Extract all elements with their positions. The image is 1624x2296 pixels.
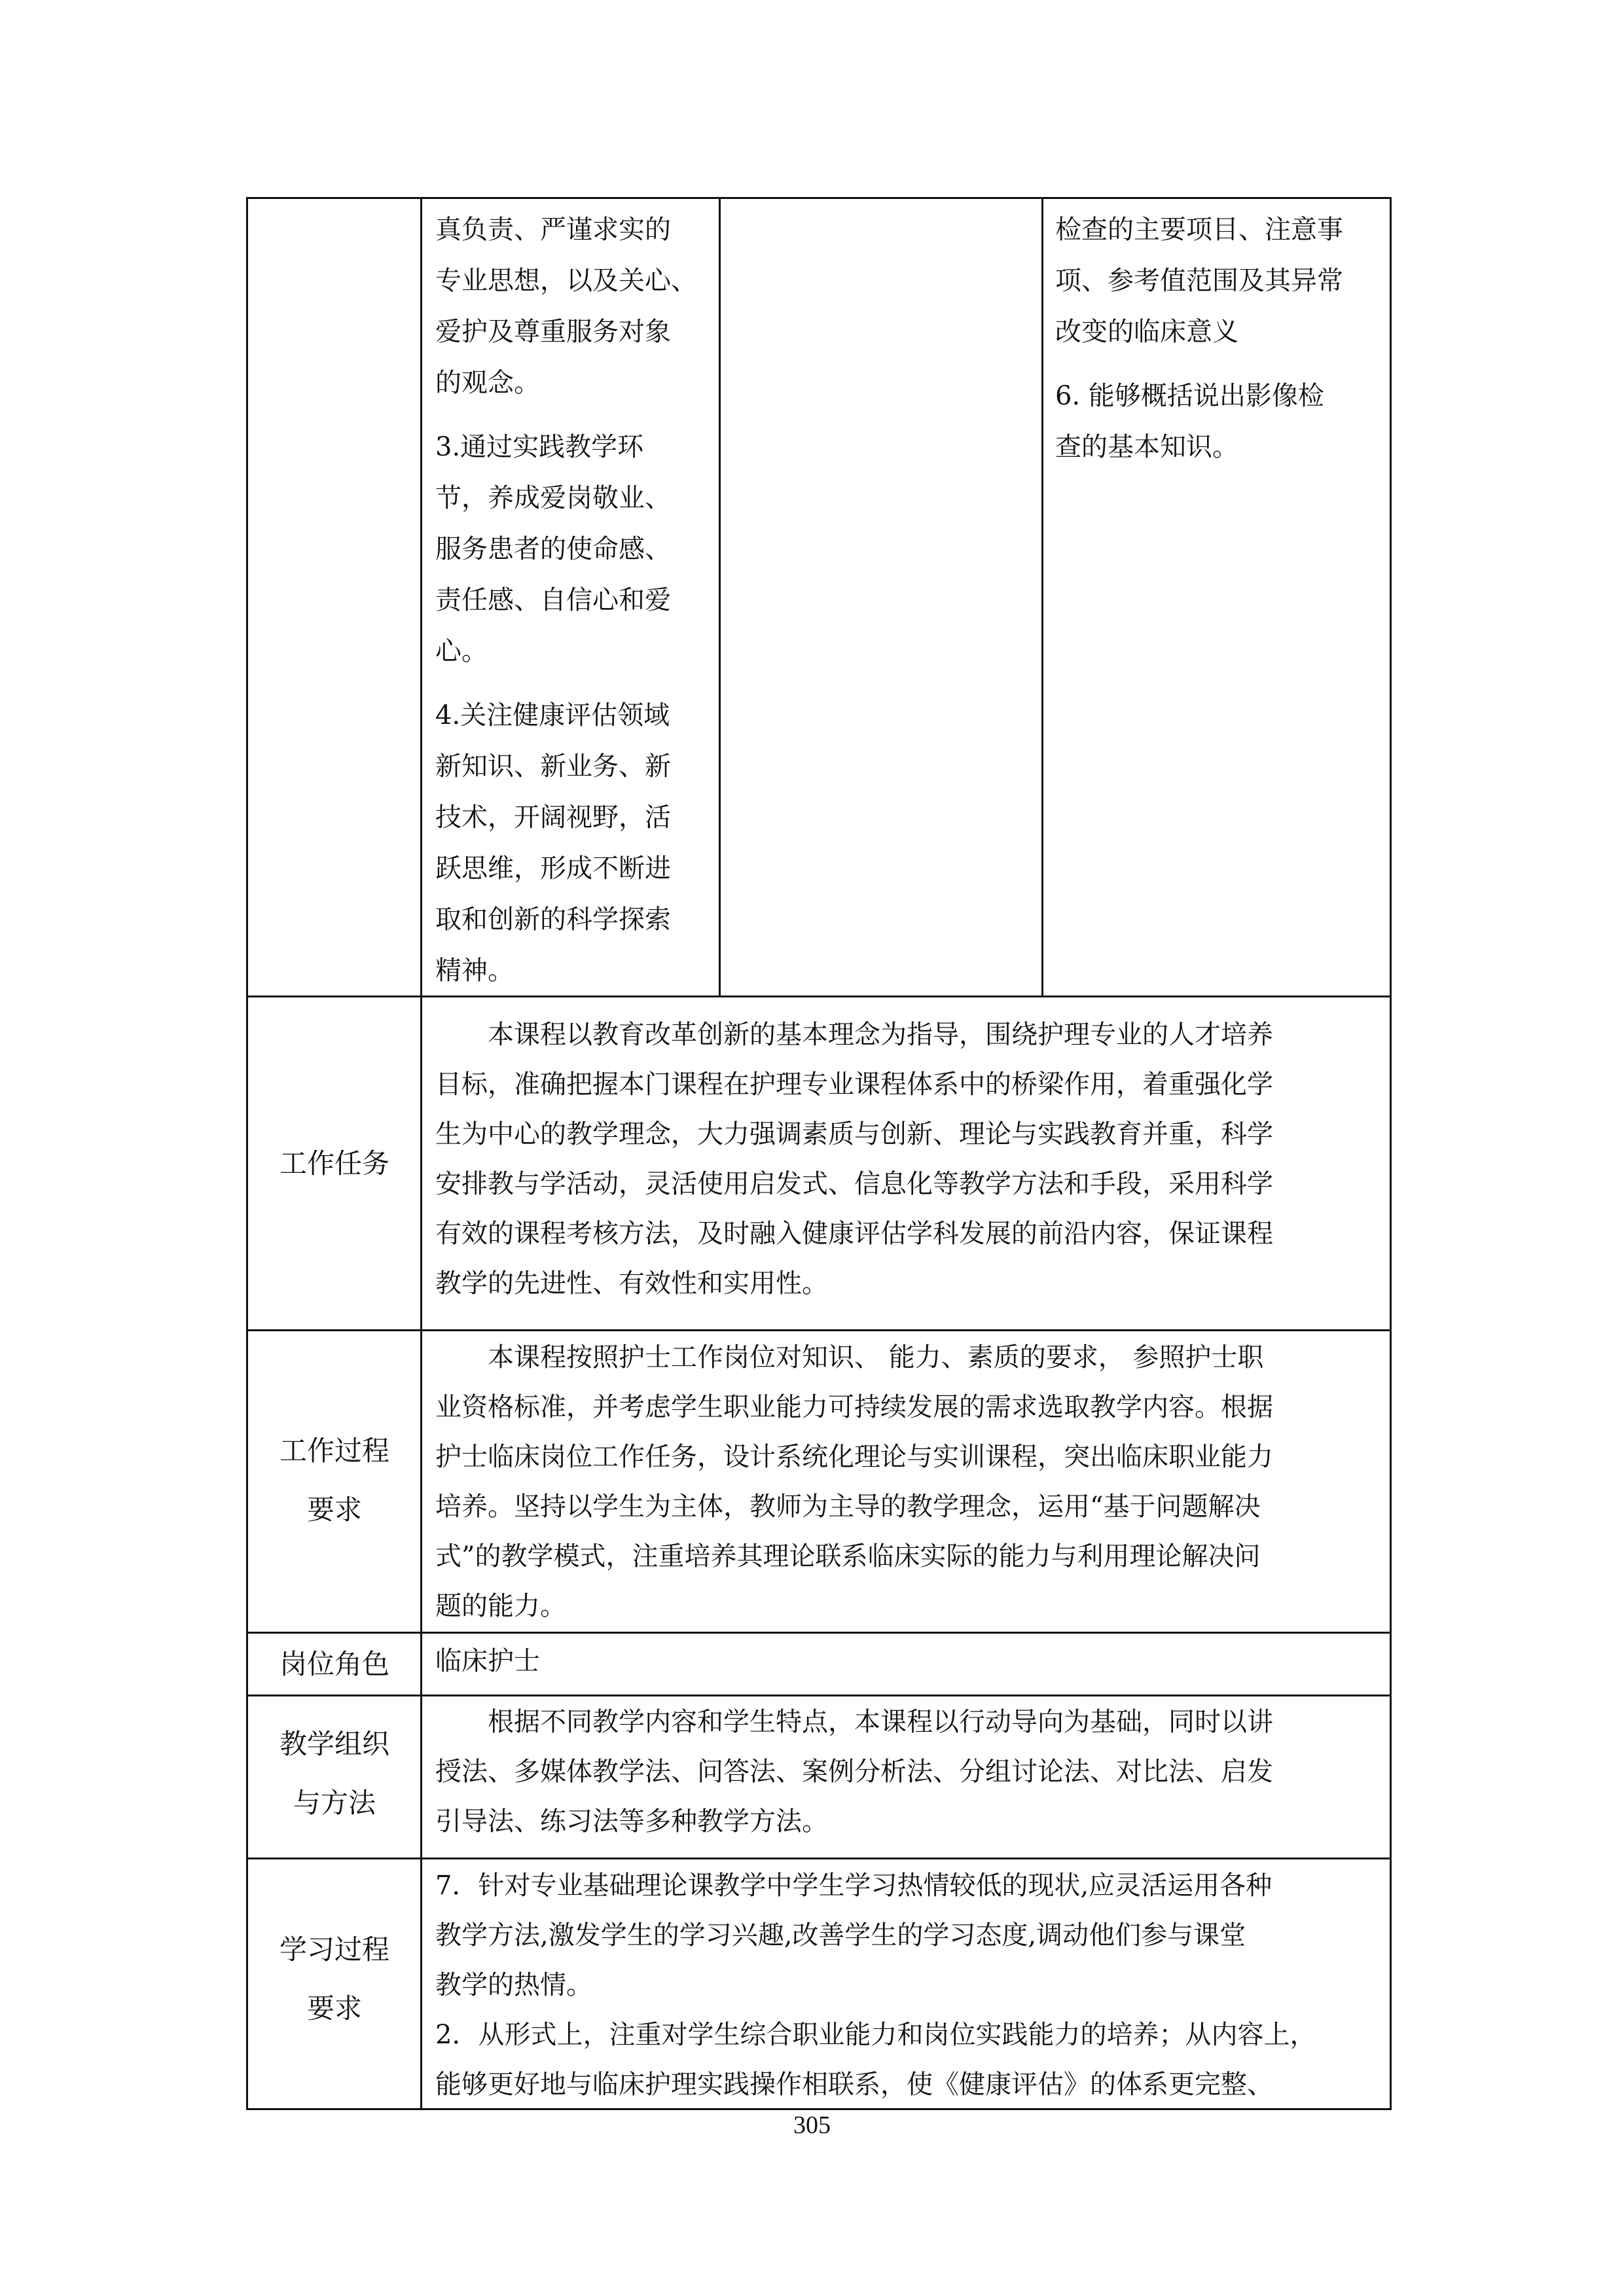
text-line: 7．针对专业基础理论课教学中学生学习热情较低的现状,应灵活运用各种 bbox=[435, 1871, 1272, 1901]
label-line: 工作任务 bbox=[279, 1147, 389, 1179]
text-line: 护士临床岗位工作任务，设计系统化理论与实训课程，突出临床职业能力 bbox=[435, 1442, 1273, 1472]
job-role-content bbox=[435, 1636, 1384, 1686]
work-task-content bbox=[435, 1010, 1384, 1308]
table-border-right bbox=[1390, 197, 1392, 2110]
text-line: 取和创新的科学探索 bbox=[435, 905, 671, 935]
objective-block bbox=[435, 690, 710, 996]
text-line: 责任感、自信心和爱 bbox=[435, 585, 671, 615]
row-divider bbox=[246, 1329, 1392, 1331]
text-line: 专业思想，以及关心、 bbox=[435, 266, 697, 296]
column-divider bbox=[420, 197, 422, 2110]
text-line: 目标，准确把握本门课程在护理专业课程体系中的桥梁作用，着重强化学 bbox=[435, 1069, 1273, 1100]
text-line: 心。 bbox=[435, 636, 488, 666]
text-line: 教学方法,激发学生的学习兴趣,改善学生的学习态度,调动他们参与课堂 bbox=[435, 1920, 1246, 1950]
objective-block bbox=[435, 204, 710, 408]
text-line: 检查的主要项目、注意事 bbox=[1055, 215, 1343, 245]
teaching-methods-content bbox=[435, 1697, 1384, 1846]
text-line: 节，养成爱岗敬业、 bbox=[435, 483, 671, 513]
table-border-left bbox=[246, 197, 248, 2110]
objective-block bbox=[435, 422, 710, 677]
text-line: 6. 能够概括说出影像检 bbox=[1055, 381, 1324, 411]
page-number: 305 bbox=[793, 2111, 831, 2139]
row-divider bbox=[246, 1632, 1392, 1634]
knowledge-objectives-cell bbox=[1055, 204, 1386, 473]
text-line: 服务患者的使命感、 bbox=[435, 534, 671, 564]
text-line: 有效的课程考核方法，及时融入健康评估学科发展的前沿内容，保证课程 bbox=[435, 1219, 1273, 1249]
text-line: 的观念。 bbox=[435, 368, 540, 398]
text-line: 业资格标准，并考虑学生职业能力可持续发展的需求选取教学内容。根据 bbox=[435, 1392, 1273, 1422]
row-label-job-role bbox=[249, 1635, 420, 1694]
text-line: 安排教与学活动，灵活使用启发式、信息化等教学方法和手段，采用科学 bbox=[435, 1169, 1273, 1199]
text-line: 爱护及尊重服务对象 bbox=[435, 317, 671, 347]
text-line: 技术，开阔视野，活 bbox=[435, 802, 671, 833]
label-line: 学习过程 bbox=[279, 1933, 389, 1965]
text-line: 引导法、练习法等多种教学方法。 bbox=[435, 1806, 828, 1837]
text-line: 培养。坚持以学生为主体，教师为主导的教学理念，运用“基于问题解决 bbox=[435, 1492, 1261, 1522]
text-line: 新知识、新业务、新 bbox=[435, 751, 671, 781]
label-line: 与方法 bbox=[293, 1787, 376, 1819]
table-border-top bbox=[246, 197, 1392, 199]
row-divider bbox=[246, 1857, 1392, 1859]
text-line: 能够更好地与临床护理实践操作相联系，使《健康评估》的体系更完整、 bbox=[435, 2070, 1273, 2100]
text-line: 授法、多媒体教学法、问答法、案例分析法、分组讨论法、对比法、启发 bbox=[435, 1757, 1273, 1787]
row-divider bbox=[246, 996, 1392, 997]
column-divider bbox=[719, 197, 721, 997]
column-divider bbox=[1041, 197, 1043, 997]
text-line: 跃思维，形成不断进 bbox=[435, 853, 671, 884]
text-line: 教学的热情。 bbox=[435, 1970, 592, 2000]
label-line: 岗位角色 bbox=[279, 1648, 389, 1680]
text-line: 真负责、严谨求实的 bbox=[435, 215, 671, 245]
objective-block bbox=[1055, 370, 1386, 473]
text-line: 项、参考值范围及其异常 bbox=[1055, 266, 1343, 296]
text-line: 教学的先进性、有效性和实用性。 bbox=[435, 1268, 828, 1299]
text-line: 4.关注健康评估领域 bbox=[435, 700, 670, 730]
text-line: 2．从形式上，注重对学生综合职业能力和岗位实践能力的培养；从内容上， bbox=[435, 2020, 1316, 2050]
label-line: 教学组织 bbox=[279, 1728, 389, 1760]
objective-block bbox=[1055, 204, 1386, 357]
text-line: 本课程按照护士工作岗位对知识、 能力、素质的要求， 参照护士职 bbox=[435, 1342, 1264, 1372]
text-line: 3.通过实践教学环 bbox=[435, 432, 644, 462]
empty-cell bbox=[721, 200, 1039, 995]
text-line: 查的基本知识。 bbox=[1055, 432, 1238, 462]
text-line: 临床护士 bbox=[435, 1646, 540, 1676]
text-line: 本课程以教育改革创新的基本理念为指导，围绕护理专业的人才培养 bbox=[435, 1020, 1273, 1050]
text-line: 改变的临床意义 bbox=[1055, 317, 1238, 347]
text-line: 题的能力。 bbox=[435, 1591, 566, 1621]
quality-objectives-cell bbox=[435, 204, 710, 996]
learning-process-content bbox=[435, 1861, 1384, 2109]
row-label-work-task bbox=[249, 1134, 420, 1193]
row-label-work-process bbox=[249, 1422, 420, 1539]
row-label-teaching-methods bbox=[249, 1715, 420, 1833]
label-line: 要求 bbox=[306, 1494, 362, 1526]
row-divider bbox=[246, 1695, 1392, 1696]
row-label-learning-process bbox=[249, 1920, 420, 2038]
text-line: 式”的教学模式，注重培养其理论联系临床实际的能力与利用理论解决问 bbox=[435, 1541, 1261, 1571]
work-process-content bbox=[435, 1333, 1384, 1631]
text-line: 精神。 bbox=[435, 956, 514, 986]
label-line: 工作过程 bbox=[279, 1435, 389, 1467]
text-line: 根据不同教学内容和学生特点，本课程以行动导向为基础，同时以讲 bbox=[435, 1707, 1273, 1737]
text-line: 生为中心的教学理念，大力强调素质与创新、理论与实践教育并重，科学 bbox=[435, 1119, 1273, 1149]
label-line: 要求 bbox=[306, 1992, 362, 2024]
